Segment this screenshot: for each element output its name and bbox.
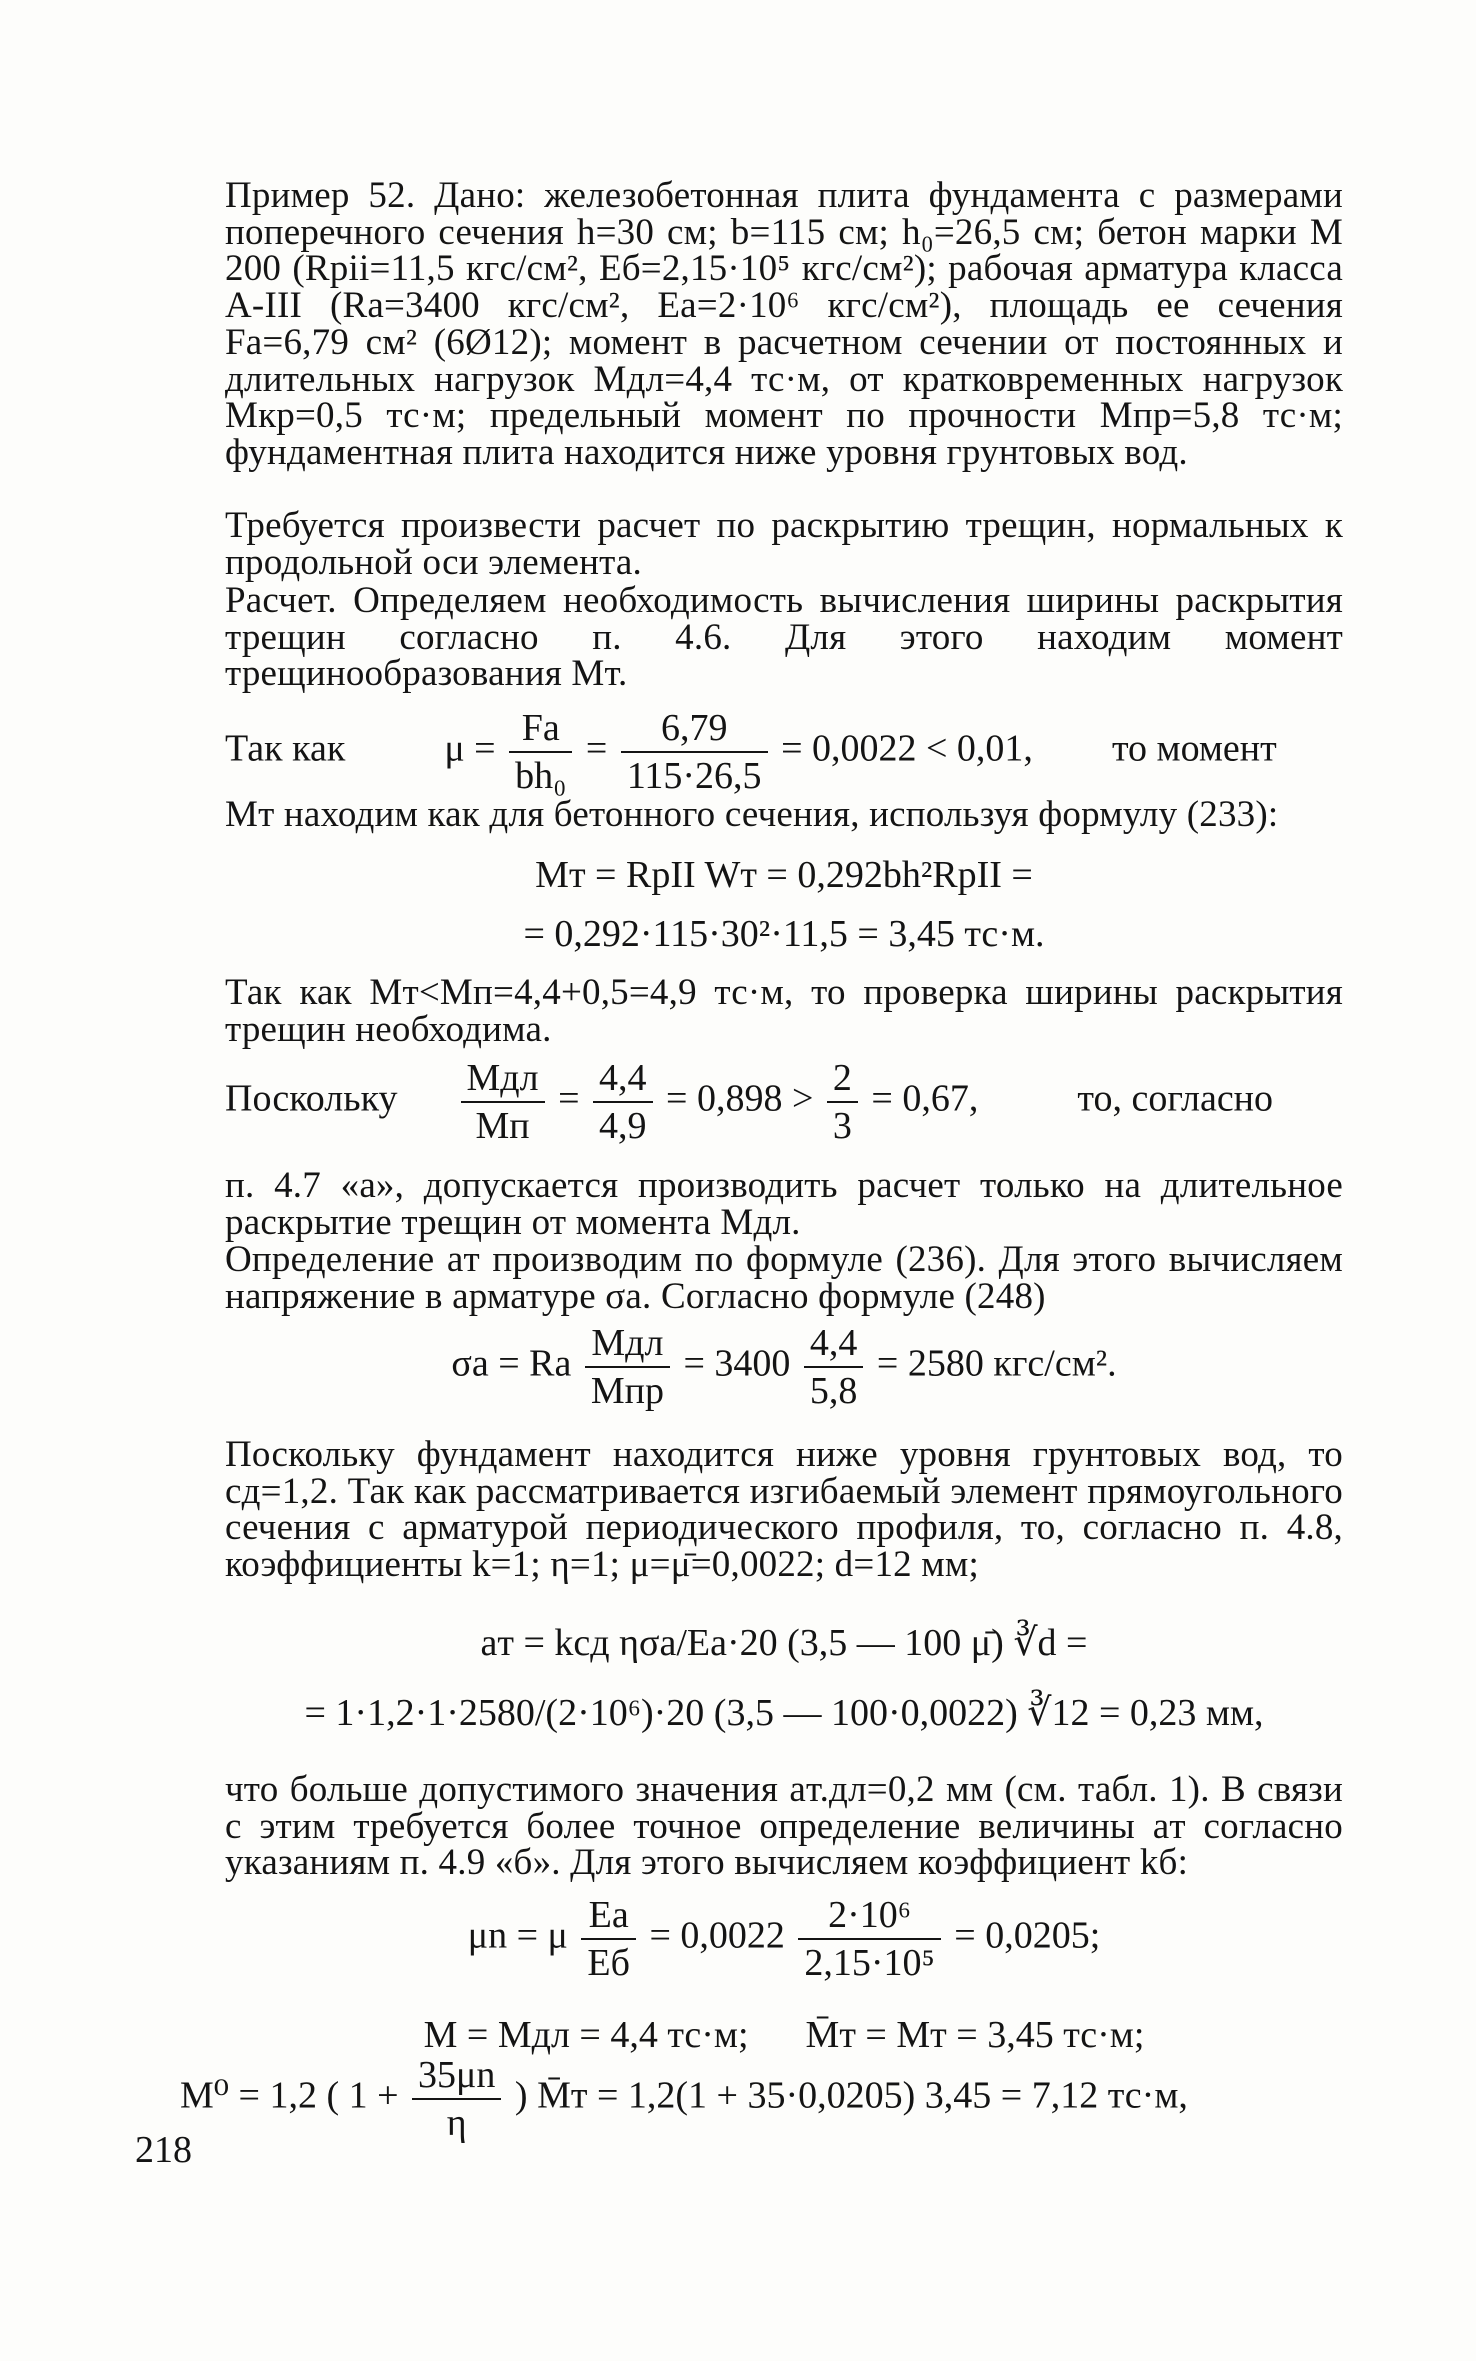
equation-at-line1: aт = kcд ησa/Ea·20 (3,5 — 100 μ̄) ∛d = (480, 1622, 1088, 1664)
equation-moments: M = Mдл = 4,4 тс·м; M̄т = Mт = 3,45 тс·м; (423, 2014, 1145, 2056)
equation-ratio: Поскольку $\frac{\text{Mдл}}{Mп}$ = $\frac{4,4}{4,9}$ = 0,898 > $\frac{2}{3}$ = 0,67, то, согласно (225, 1057, 1274, 1147)
requirement-paragraph: Требуется произвести расчет по раскрытию трещин, нормальных к продольной оси элемента. (225, 505, 1343, 583)
equation-at-line2: = 1·1,2·1·2580/(2·10⁶)·20 (3,5 — 100·0,0022) ∛12 = 0,23 мм, (304, 1692, 1264, 1734)
groundwater-paragraph: Поскольку фундамент находится ниже уровня грунтовых вод, то cд=1,2. Так как рассматривается изгибаемый элемент прямоугольного сечения с арматурой периодического профиля, то, согласно п. 4.8, коэффициенты k=1; η=1; μ=μ̄=0,0022; d=12 мм; (225, 1434, 1343, 1586)
formula-233-paragraph: Mт находим как для бетонного сечения, используя формулу (233): (225, 794, 1279, 835)
page-number: 218 (135, 2129, 192, 2171)
long-term-paragraph: п. 4.7 «а», допускается производить расчет только на длительное раскрытие трещин от момента Mдл. (225, 1165, 1343, 1243)
example-52-paragraph: Пример 52. Дано: железобетонная плита фундамента с размерами поперечного сечения h=30 см; b=115 см; h₀=26,5 см; бетон марки М 200 (Rpii=11,5 кгс/см², Eб=2,15·10⁵ кгс/см²); рабочая арматура класса А-III (Ra=3400 кгс/см², Ea=2·10⁶ кгс/см²), площадь ее сечения Fa=6,79 см² (6Ø12); момент в расчетном сечении от постоянных и длительных нагрузок Mдл=4,4 тс·м, от кратковременных нагрузок Mкр=0,5 тс·м; предельный момент по прочности Mпр=5,8 тс·м; фундаментная плита находится ниже уровня грунтовых вод. (225, 175, 1343, 473)
equation-mt-line1: Mт = RpII Wт = 0,292bh²RpII = (535, 854, 1033, 896)
stress-paragraph: Определение aт производим по формуле (236). Для этого вычисляем напряжение в арматуре σa. Согласно формуле (248) (225, 1239, 1343, 1317)
check-paragraph: Так как Mт<Mп=4,4+0,5=4,9 тс·м, то проверка ширины раскрытия трещин необходима. (225, 972, 1343, 1050)
calculation-paragraph: Расчет. Определяем необходимость вычисления ширины раскрытия трещин согласно п. 4.6. Для этого находим момент трещинообразования Mт. (225, 580, 1343, 695)
equation-m0: M⁰ = 1,2 ( 1 + $\frac{35\mu n}{\eta}$ ) M̄т = 1,2(1 + 35·0,0205) 3,45 = 7,12 тс·м, (180, 2054, 1188, 2144)
equation-mu: Так как μ = $\frac{Fa}{\text{bh₀}}$ = $\frac{6,79}{115\cdot 26,5}$ = 0,0022 < 0,01, то момент (225, 707, 1277, 797)
equation-mun: μn = μ $\frac{Ea}{Eб}$ = 0,0022 $\frac{\text{2·10⁶}}{\text{2,15·10⁵}}$ = 0,0205; (467, 1894, 1101, 1984)
equation-mt-line2: = 0,292·115·30²·11,5 = 3,45 тс·м. (523, 913, 1045, 955)
equation-sigma: σa = Ra $\frac{\text{Mдл}}{\text{Mпр}}$ = 3400 $\frac{4,4}{5,8}$ = 2580 кгс/см². (451, 1322, 1117, 1412)
exceeds-paragraph: что больше допустимого значения aт.дл=0,2 мм (см. табл. 1). В связи с этим требуется более точное определение величины aт согласно указаниям п. 4.9 «б». Для этого вычисляем коэффициент kб: (225, 1769, 1343, 1884)
